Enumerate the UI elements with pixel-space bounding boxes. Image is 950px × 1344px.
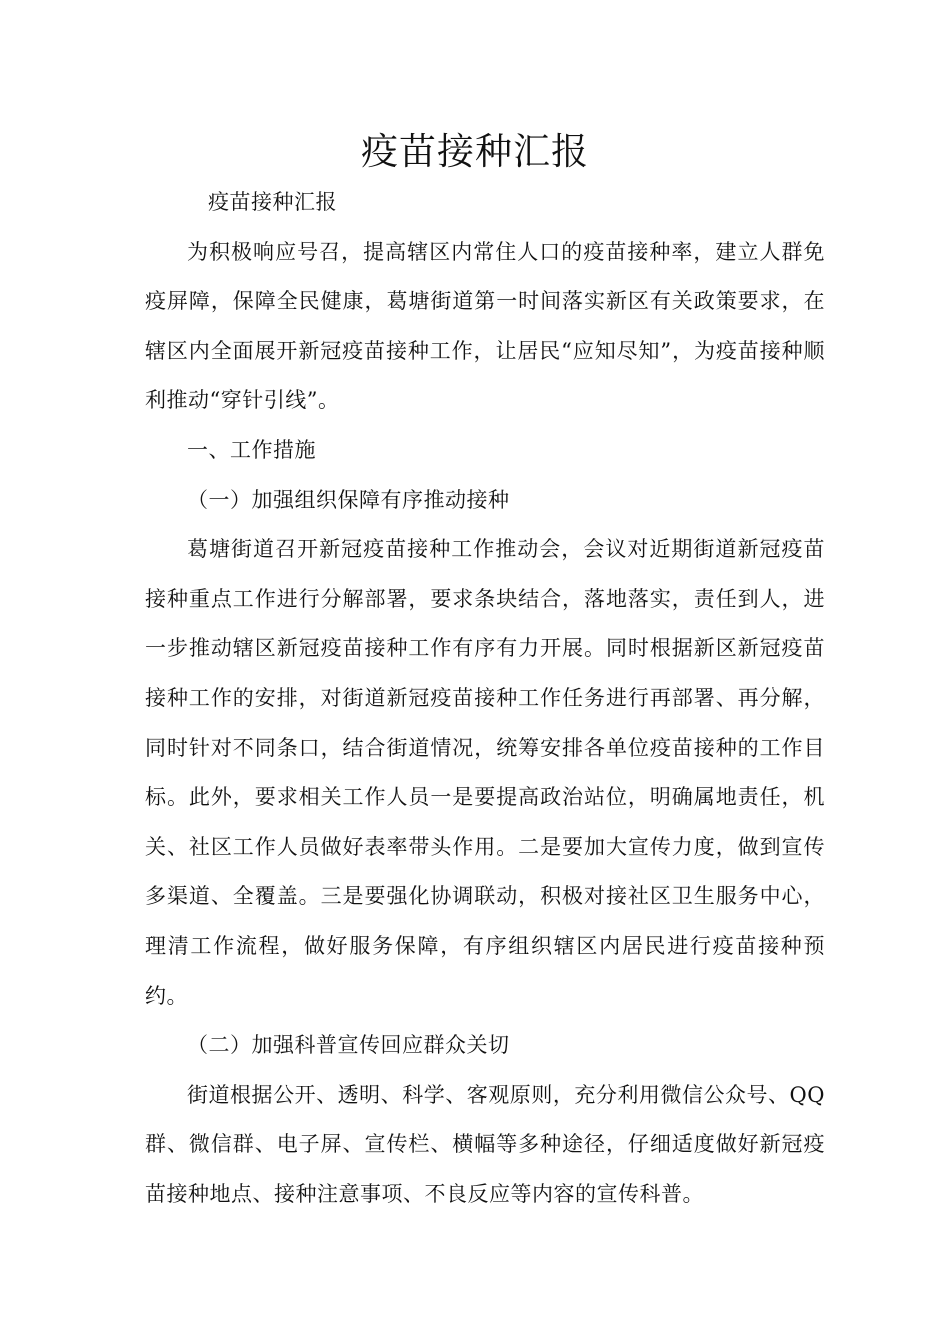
subsection-heading-organization: （一）加强组织保障有序推动接种 [187,487,510,512]
document-subtitle: 疫苗接种汇报 [208,190,337,214]
paragraph-organization: 葛塘街道召开新冠疫苗接种工作推动会，会议对近期街道新冠疫苗接种重点工作进行分解部署，要求条块结合，落地落实，责任到人，进一步推动辖区新冠疫苗接种工作有序有力开展。同时根据新区新冠疫苗接种工作的安排，对街道新冠疫苗接种工作任务进行再部署、再分解，同时针对不同条口，结合街道情况，统筹安排各单位疫苗接种的工作目标。此外，要求相关工作人员一是要提高政治站位，明确属地责任，机关、社区工作人员做好表率带头作用。二是要加大宣传力度，做到宣传多渠道、全覆盖。三是要强化协调联动，积极对接社区卫生服务中心，理清工作流程，做好服务保障，有序组织辖区内居民进行疫苗接种预约。 [145,537,825,1008]
paragraph-intro: 为积极响应号召，提高辖区内常住人口的疫苗接种率，建立人群免疫屏障，保障全民健康，葛塘街道第一时间落实新区有关政策要求，在辖区内全面展开新冠疫苗接种工作，让居民“应知尽知”，为疫苗接种顺利推动“穿针引线”。 [145,239,825,413]
document-title: 疫苗接种汇报 [361,130,589,173]
section-heading-measures: 一、工作措施 [187,437,316,462]
subsection-heading-publicity: （二）加强科普宣传回应群众关切 [187,1033,510,1058]
paragraph-publicity: 街道根据公开、透明、科学、客观原则，充分利用微信公众号、QQ群、微信群、电子屏、宣传栏、横幅等多种途径，仔细适度做好新冠疫苗接种地点、接种注意事项、不良反应等内容的宣传科普。 [145,1082,825,1206]
document-body [145,178,825,1219]
